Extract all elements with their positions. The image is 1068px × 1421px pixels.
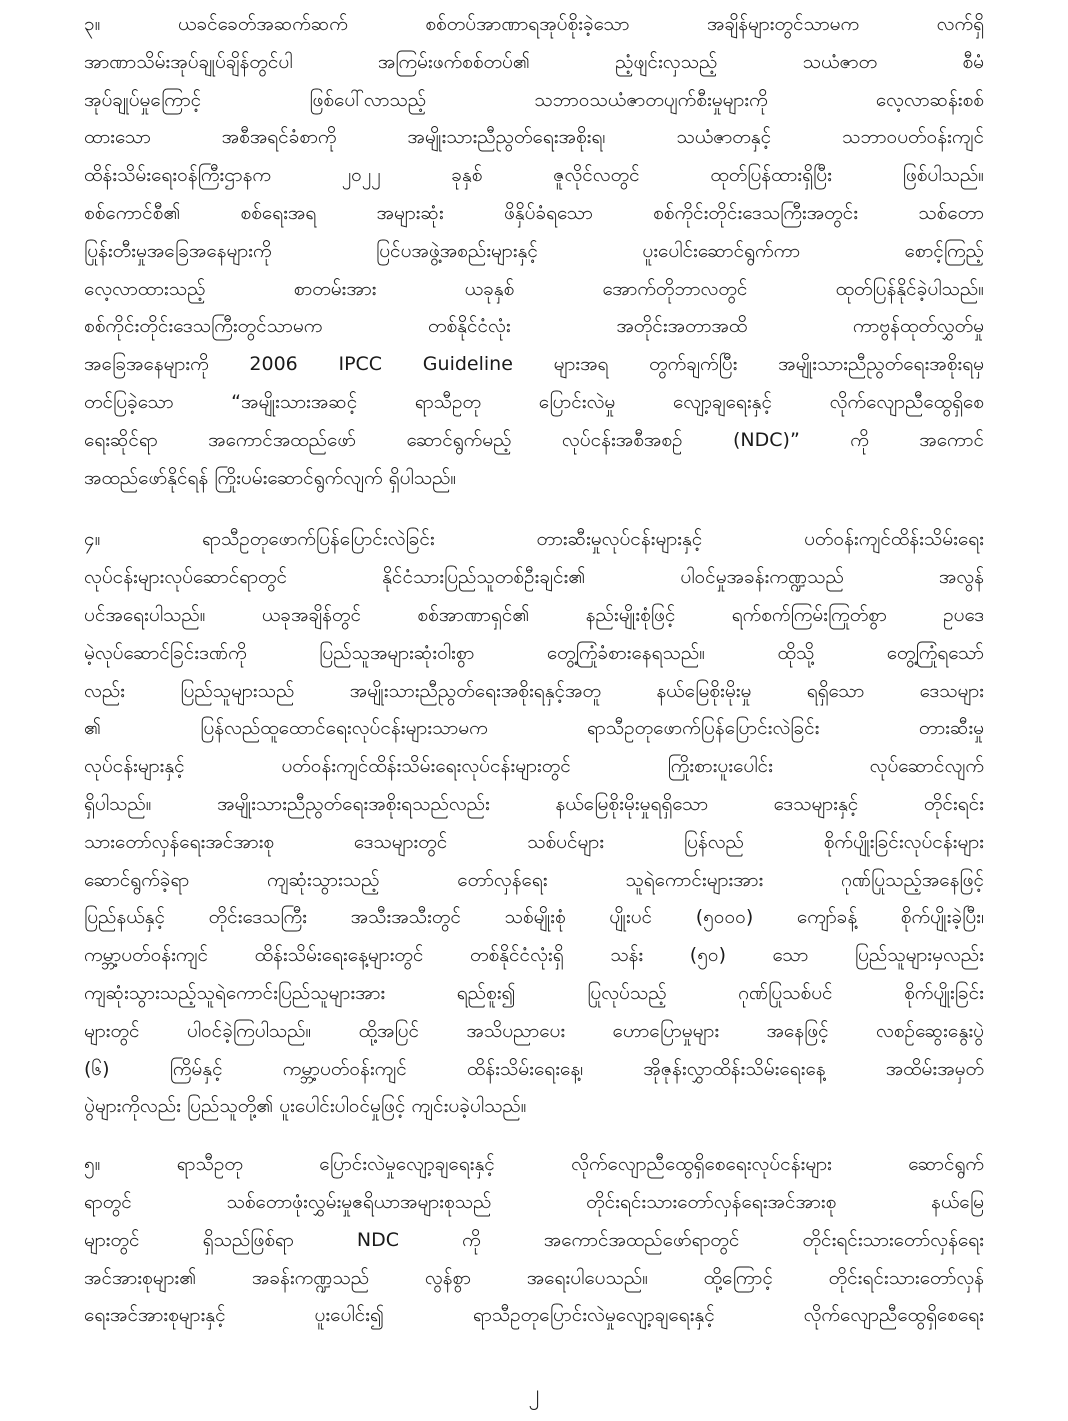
text-line: လည်း ပြည်သူများသည် အမျိုးသားညီညွတ်ရေးအစိုးရနှင့်အတူ နယ်မြေစိုးမိုးမှု ရရှိသော ဒေသများ [84,679,984,702]
text-line: လုပ်ငန်းများနှင့် ပတ်ဝန်းကျင်ထိန်းသိမ်းရေးလုပ်ငန်းများတွင် ကြိုးစားပူးပေါင်း လုပ်ဆောင်လျက် [84,755,984,778]
text-line: ၃။ ယခင်ခေတ်အဆက်ဆက် စစ်တပ်အာဏာရအုပ်စိုးခဲ့သော အချိန်များတွင်သာမက လက်ရှိ [84,13,984,35]
text-line: ရေးအင်အားစုများနှင့် ပူးပေါင်း၍ ရာသီဥတုပြောင်းလဲမှုလျော့ချရေးနှင့် လိုက်လျောညီထွေရှိစေရေး [84,1304,984,1327]
text-line: ပင်အရေးပါသည်။ ယခုအချိန်တွင် စစ်အာဏာရှင်၏ နည်းမျိုးစုံဖြင့် ရက်စက်ကြမ်းကြုတ်စွာ ဥပဒေ [84,603,984,626]
text-line: အုပ်ချုပ်မှုကြောင့် ဖြစ်ပေါ်လာသည့် သဘာဝသယံဇာတပျက်စီးမှုများကို လေ့လာဆန်းစစ် [84,88,984,111]
text-line: များတွင် ပါဝင်ခဲ့ကြပါသည်။ ထို့အပြင် အသိပညာပေး ဟောပြောမှုများ အနေဖြင့် လစဉ်ဆွေးနွေးပွဲ [84,1019,984,1042]
text-line: တင်ပြခဲ့သော “အမျိုးသားအဆင့် ရာသီဥတု ပြောင်းလဲမှု လျော့ချရေးနှင့် လိုက်လျောညီထွေရှိစေ [84,390,984,413]
text-line: ၄။ ရာသီဥတုဖောက်ပြန်ပြောင်းလဲခြင်း တားဆီးမှုလုပ်ငန်းများနှင့် ပတ်ဝန်းကျင်ထိန်းသိမ်းရေး [84,528,984,551]
text-line: ရှိပါသည်။ အမျိုးသားညီညွတ်ရေးအစိုးရသည်လည်း နယ်မြေစိုးမိုးမှုရရှိသော ဒေသများနှင့် တိုင်းရင်း [84,792,984,815]
paragraph-spacer [84,1126,984,1146]
paragraph-5 [84,1146,984,1335]
text-line: လုပ်ငန်းများလုပ်ဆောင်ရာတွင် နိုင်ငံသားပြည်သူတစ်ဦးချင်း၏ ပါဝင်မှုအခန်းကဏ္ဍသည် အလွန် [84,566,984,589]
text-line: (၆) ကြိမ်နှင့် ကမ္ဘာ့ပတ်ဝန်းကျင် ထိန်းသိမ်းရေးနေ့၊ အိုဇုန်းလွှာထိန်းသိမ်းရေးနေ့ အထိမ်းအမှတ် [84,1057,984,1080]
text-line: ရေးဆိုင်ရာ အကောင်အထည်ဖော် ဆောင်ရွက်မည့် လုပ်ငန်းအစီအစဉ် (NDC)” ကို အကောင် [84,428,984,451]
text-line: ထိန်းသိမ်းရေးဝန်ကြီးဌာနက ၂၀၂၂ ခုနှစ် ဇူလိုင်လတွင် ထုတ်ပြန်ထားရှိပြီး ဖြစ်ပါသည်။ [84,164,984,187]
paragraph-4 [84,521,984,1126]
text-line: သားတော်လှန်ရေးအင်အားစု ဒေသများတွင် သစ်ပင်များ ပြန်လည် စိုက်ပျိုးခြင်းလုပ်ငန်းများ [84,830,984,853]
text-line: အာဏာသိမ်းအုပ်ချုပ်ချိန်တွင်ပါ အကြမ်းဖက်စစ်တပ်၏ ညံ့ဖျင်းလှသည့် သယံဇာတ စီမံ [84,50,984,73]
paragraph-3 [84,6,984,497]
text-line: ဆောင်ရွက်ခဲ့ရာ ကျဆုံးသွားသည့် တော်လှန်ရေး သူရဲကောင်းများအား ဂုဏ်ပြုသည့်အနေဖြင့် [84,868,984,891]
paragraph-spacer [84,497,984,521]
text-line: စစ်ကောင်စီ၏ စစ်ရေးအရ အများဆုံး ဖိနှိပ်ခံရသော စစ်ကိုင်းတိုင်းဒေသကြီးအတွင်း သစ်တော [84,201,984,224]
text-line: အထည်ဖော်နိုင်ရန် ကြိုးပမ်းဆောင်ရွက်လျက် ရှိပါသည်။ [84,466,457,489]
text-line: ၏ ပြန်လည်ထူထောင်ရေးလုပ်ငန်းများသာမက ရာသီဥတုဖောက်ပြန်ပြောင်းလဲခြင်း တားဆီးမှု [84,717,984,740]
text-line: အင်အားစုများ၏ အခန်းကဏ္ဍသည် လွန်စွာ အရေးပါပေသည်။ ထို့ကြောင့် တိုင်းရင်းသားတော်လှန် [84,1266,984,1289]
text-line: ကမ္ဘာ့ပတ်ဝန်းကျင် ထိန်းသိမ်းရေးနေ့များတွင် တစ်နိုင်ငံလုံးရှိ သန်း (၅၀) သော ပြည်သူများမှလည်း [84,944,984,967]
page-number: ၂ [528,1381,540,1406]
text-line: ရာတွင် သစ်တောဖုံးလွှမ်းမှုဧရိယာအများစုသည် တိုင်းရင်းသားတော်လှန်ရေးအင်အားစု နယ်မြေ [84,1190,984,1213]
text-line: ၅။ ရာသီဥတု ပြောင်းလဲမှုလျော့ချရေးနှင့် လိုက်လျောညီထွေရှိစေရေးလုပ်ငန်းများ ဆောင်ရွက် [84,1153,984,1176]
text-line: စစ်ကိုင်းတိုင်းဒေသကြီးတွင်သာမက တစ်နိုင်ငံလုံး အတိုင်းအတာအထိ ကာဗွန်ထုတ်လွှတ်မှု [84,315,984,338]
text-line: အခြေအနေများကို 2006 IPCC Guideline များအရ တွက်ချက်ပြီး အမျိုးသားညီညွတ်ရေးအစိုးရမှ [84,353,984,376]
text-line: များတွင် ရှိသည်ဖြစ်ရာ NDC ကို အကောင်အထည်ဖော်ရာတွင် တိုင်းရင်းသားတော်လှန်ရေး [84,1228,984,1251]
text-line: ကျဆုံးသွားသည့်သူရဲကောင်းပြည်သူများအား ရည်စူး၍ ပြုလုပ်သည့် ဂုဏ်ပြုသစ်ပင် စိုက်ပျိုးခြင်း [84,981,984,1004]
text-line: ပြုန်းတီးမှုအခြေအနေများကို ပြင်ပအဖွဲ့အစည်းများနှင့် ပူးပေါင်းဆောင်ရွက်ကာ စောင့်ကြည့် [84,239,984,262]
text-line: မဲ့လုပ်ဆောင်ခြင်းဒဏ်ကို ပြည်သူအများဆုံးဝါးစွာ တွေ့ကြုံခံစားနေရသည်။ ထိုသို့ တွေ့ကြုံရသော် [84,641,984,664]
text-line: လေ့လာထားသည့် စာတမ်းအား ယခုနှစ် အောက်တိုဘာလတွင် ထုတ်ပြန်နိုင်ခဲ့ပါသည်။ [84,277,984,300]
text-line: ပြည်နယ်နှင့် တိုင်းဒေသကြီး အသီးအသီးတွင် သစ်မျိုးစုံ ပျိုးပင် (၅၀၀၀) ကျော်ခန့် စိုက်ပျိုးခဲ့ပြီး၊ [84,906,984,929]
document-body [84,6,984,1335]
text-line: ထားသော အစီအရင်ခံစာကို အမျိုးသားညီညွတ်ရေးအစိုးရ၊ သယံဇာတနှင့် သဘာဝပတ်ဝန်းကျင် [84,126,984,149]
text-line: ပွဲများကိုလည်း ပြည်သူတို့၏ ပူးပေါင်းပါဝင်မှုဖြင့် ကျင်းပခဲ့ပါသည်။ [84,1095,527,1118]
